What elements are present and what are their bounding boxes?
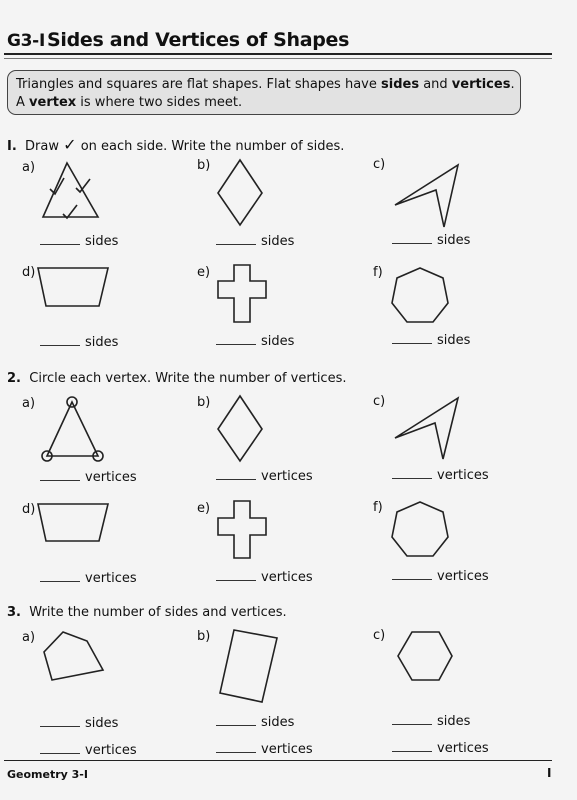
answer-word: vertices [85,470,137,485]
item-label: c) [373,628,386,643]
question-number: 3. [7,605,21,620]
item-label: e) [197,501,211,516]
page-title: Sides and Vertices of Shapes [47,29,350,51]
answer-blank[interactable] [216,715,256,726]
item-label: d) [22,502,36,517]
intro-text: and [419,77,452,92]
answer-line [216,742,313,757]
answer-word: vertices [437,569,489,584]
answer-word: sides [437,233,471,248]
item-label: f) [373,500,383,515]
answer-word: sides [261,715,295,730]
answer-word: vertices [261,742,313,757]
item-label: b) [197,158,211,173]
intro-bold-vertex: vertex [29,95,77,110]
question-number: 2. [7,371,21,386]
checkmark-icon: ✓ [63,135,77,154]
question-number: I. [7,139,17,154]
answer-line [392,714,470,729]
answer-word: sides [437,333,471,348]
answer-line [392,741,489,756]
question-text: on each side. Write the number of sides. [80,139,345,154]
answer-word: sides [437,714,471,729]
answer-line [40,743,137,758]
item-label: a) [22,630,36,645]
intro-text: Triangles and squares are flat shapes. Flat shapes have [16,77,381,92]
intro-bold-vertices: vertices [451,77,511,92]
footer-label: Geometry 3-I [7,768,88,781]
item-label: e) [197,265,211,280]
item-label: d) [22,265,36,280]
hexagon-shape [398,632,452,680]
answer-word: vertices [261,469,313,484]
answer-word: vertices [85,571,137,586]
question-text: Write the number of sides and vertices. [29,605,287,620]
answer-blank[interactable] [40,716,80,727]
answer-word: vertices [85,743,137,758]
footer-rule [4,760,552,761]
answer-word: sides [85,716,119,731]
intro-text: is where two sides meet. [76,95,243,110]
question-text: Circle each vertex. Write the number of vertices. [29,371,347,386]
intro-bold-sides: sides [381,77,420,92]
page-number: I [547,766,552,780]
answer-line [216,715,294,730]
answer-blank[interactable] [216,742,256,753]
answer-word: vertices [261,570,313,585]
lesson-code: G3-I [7,31,45,51]
answer-word: sides [85,234,119,249]
answer-blank[interactable] [40,743,80,754]
answer-blank[interactable] [392,741,432,752]
item-label: a) [22,396,36,411]
answer-word: vertices [437,468,489,483]
intro-text: . [510,77,515,92]
rectangle-shape [220,630,277,702]
answer-word: sides [261,334,295,349]
item-label: f) [373,265,383,280]
item-label: b) [197,629,211,644]
pentagon-shape [44,632,103,680]
answer-blank[interactable] [392,714,432,725]
item-label: b) [197,395,211,410]
intro-text: A [16,95,30,110]
answer-line [40,716,118,731]
item-label: a) [22,160,36,175]
item-label: c) [373,394,386,409]
question-text: Draw [25,139,60,154]
answer-word: vertices [437,741,489,756]
answer-word: sides [85,335,119,350]
item-label: c) [373,157,386,172]
answer-word: sides [261,234,295,249]
